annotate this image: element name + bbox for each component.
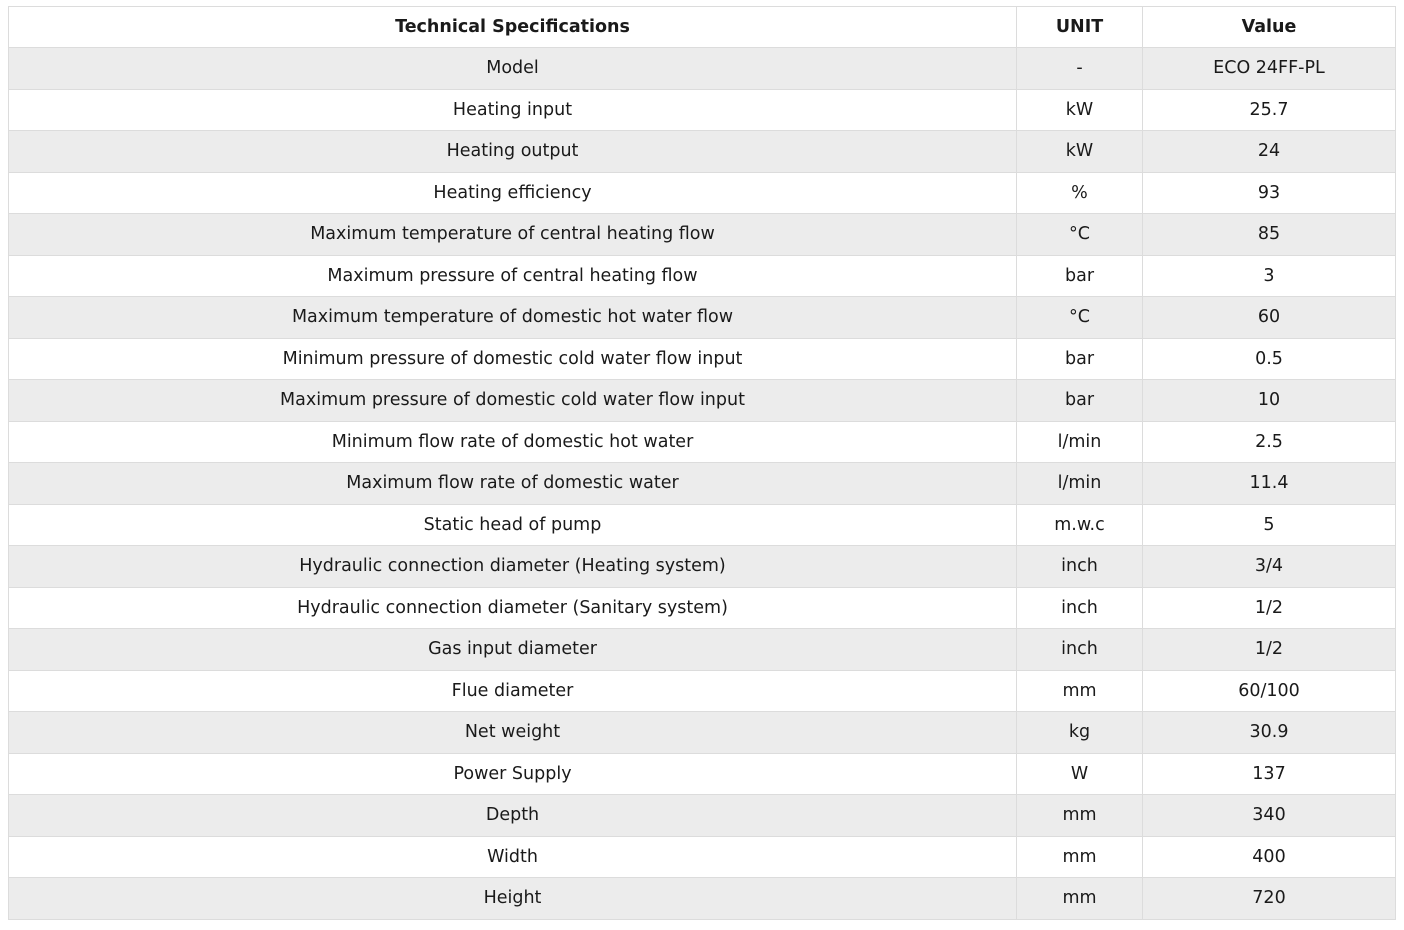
spec-name-cell: Model <box>9 48 1017 90</box>
spec-unit-cell: kW <box>1017 89 1143 131</box>
spec-unit-cell: inch <box>1017 587 1143 629</box>
table-row <box>9 504 1396 546</box>
spec-value-cell: 60 <box>1143 297 1396 339</box>
spec-value-cell: 93 <box>1143 172 1396 214</box>
header-technical-specifications: Technical Specifications <box>9 7 1017 48</box>
spec-value-cell: ECO 24FF-PL <box>1143 48 1396 90</box>
spec-name-cell: Hydraulic connection diameter (Heating system) <box>9 546 1017 588</box>
spec-unit-cell: kW <box>1017 131 1143 173</box>
spec-value-cell: 10 <box>1143 380 1396 422</box>
spec-unit-cell: mm <box>1017 836 1143 878</box>
spec-unit-cell: mm <box>1017 878 1143 920</box>
spec-unit-cell: l/min <box>1017 463 1143 505</box>
spec-name-cell: Maximum pressure of central heating flow <box>9 255 1017 297</box>
spec-name-cell: Height <box>9 878 1017 920</box>
spec-value-cell: 24 <box>1143 131 1396 173</box>
table-row <box>9 48 1396 90</box>
spec-value-cell: 1/2 <box>1143 629 1396 671</box>
table-row <box>9 380 1396 422</box>
table-row <box>9 89 1396 131</box>
spec-unit-cell: bar <box>1017 380 1143 422</box>
spec-unit-cell: inch <box>1017 629 1143 671</box>
spec-value-cell: 0.5 <box>1143 338 1396 380</box>
spec-unit-cell: inch <box>1017 546 1143 588</box>
spec-value-cell: 30.9 <box>1143 712 1396 754</box>
spec-name-cell: Maximum temperature of central heating flow <box>9 214 1017 256</box>
spec-name-cell: Heating output <box>9 131 1017 173</box>
spec-value-cell: 85 <box>1143 214 1396 256</box>
spec-value-cell: 720 <box>1143 878 1396 920</box>
table-row <box>9 836 1396 878</box>
header-unit: UNIT <box>1017 7 1143 48</box>
spec-unit-cell: W <box>1017 753 1143 795</box>
table-row <box>9 546 1396 588</box>
spec-name-cell: Depth <box>9 795 1017 837</box>
spec-value-cell: 3 <box>1143 255 1396 297</box>
spec-name-cell: Width <box>9 836 1017 878</box>
spec-value-cell: 2.5 <box>1143 421 1396 463</box>
spec-unit-cell: bar <box>1017 255 1143 297</box>
spec-value-cell: 11.4 <box>1143 463 1396 505</box>
table-row <box>9 172 1396 214</box>
spec-name-cell: Hydraulic connection diameter (Sanitary system) <box>9 587 1017 629</box>
specs-table-container <box>8 6 1395 920</box>
spec-name-cell: Static head of pump <box>9 504 1017 546</box>
spec-value-cell: 340 <box>1143 795 1396 837</box>
table-header-row <box>9 7 1396 48</box>
table-row <box>9 255 1396 297</box>
table-row <box>9 712 1396 754</box>
spec-name-cell: Minimum pressure of domestic cold water flow input <box>9 338 1017 380</box>
table-row <box>9 463 1396 505</box>
spec-unit-cell: bar <box>1017 338 1143 380</box>
spec-value-cell: 5 <box>1143 504 1396 546</box>
table-row <box>9 421 1396 463</box>
spec-name-cell: Maximum pressure of domestic cold water flow input <box>9 380 1017 422</box>
spec-name-cell: Heating input <box>9 89 1017 131</box>
table-row <box>9 214 1396 256</box>
spec-name-cell: Net weight <box>9 712 1017 754</box>
spec-name-cell: Minimum flow rate of domestic hot water <box>9 421 1017 463</box>
table-row <box>9 297 1396 339</box>
table-row <box>9 629 1396 671</box>
spec-value-cell: 137 <box>1143 753 1396 795</box>
spec-unit-cell: °C <box>1017 214 1143 256</box>
table-row <box>9 753 1396 795</box>
spec-name-cell: Heating efficiency <box>9 172 1017 214</box>
spec-unit-cell: mm <box>1017 795 1143 837</box>
spec-value-cell: 25.7 <box>1143 89 1396 131</box>
table-row <box>9 878 1396 920</box>
spec-name-cell: Maximum flow rate of domestic water <box>9 463 1017 505</box>
spec-unit-cell: °C <box>1017 297 1143 339</box>
technical-specifications-table <box>8 6 1396 920</box>
spec-value-cell: 3/4 <box>1143 546 1396 588</box>
table-row <box>9 131 1396 173</box>
table-row <box>9 587 1396 629</box>
spec-name-cell: Maximum temperature of domestic hot water flow <box>9 297 1017 339</box>
header-value: Value <box>1143 7 1396 48</box>
spec-unit-cell: m.w.c <box>1017 504 1143 546</box>
spec-unit-cell: - <box>1017 48 1143 90</box>
spec-value-cell: 400 <box>1143 836 1396 878</box>
table-row <box>9 338 1396 380</box>
table-row <box>9 795 1396 837</box>
spec-value-cell: 60/100 <box>1143 670 1396 712</box>
spec-value-cell: 1/2 <box>1143 587 1396 629</box>
spec-name-cell: Power Supply <box>9 753 1017 795</box>
spec-unit-cell: l/min <box>1017 421 1143 463</box>
spec-unit-cell: mm <box>1017 670 1143 712</box>
spec-name-cell: Flue diameter <box>9 670 1017 712</box>
table-row <box>9 670 1396 712</box>
spec-unit-cell: % <box>1017 172 1143 214</box>
spec-unit-cell: kg <box>1017 712 1143 754</box>
spec-name-cell: Gas input diameter <box>9 629 1017 671</box>
